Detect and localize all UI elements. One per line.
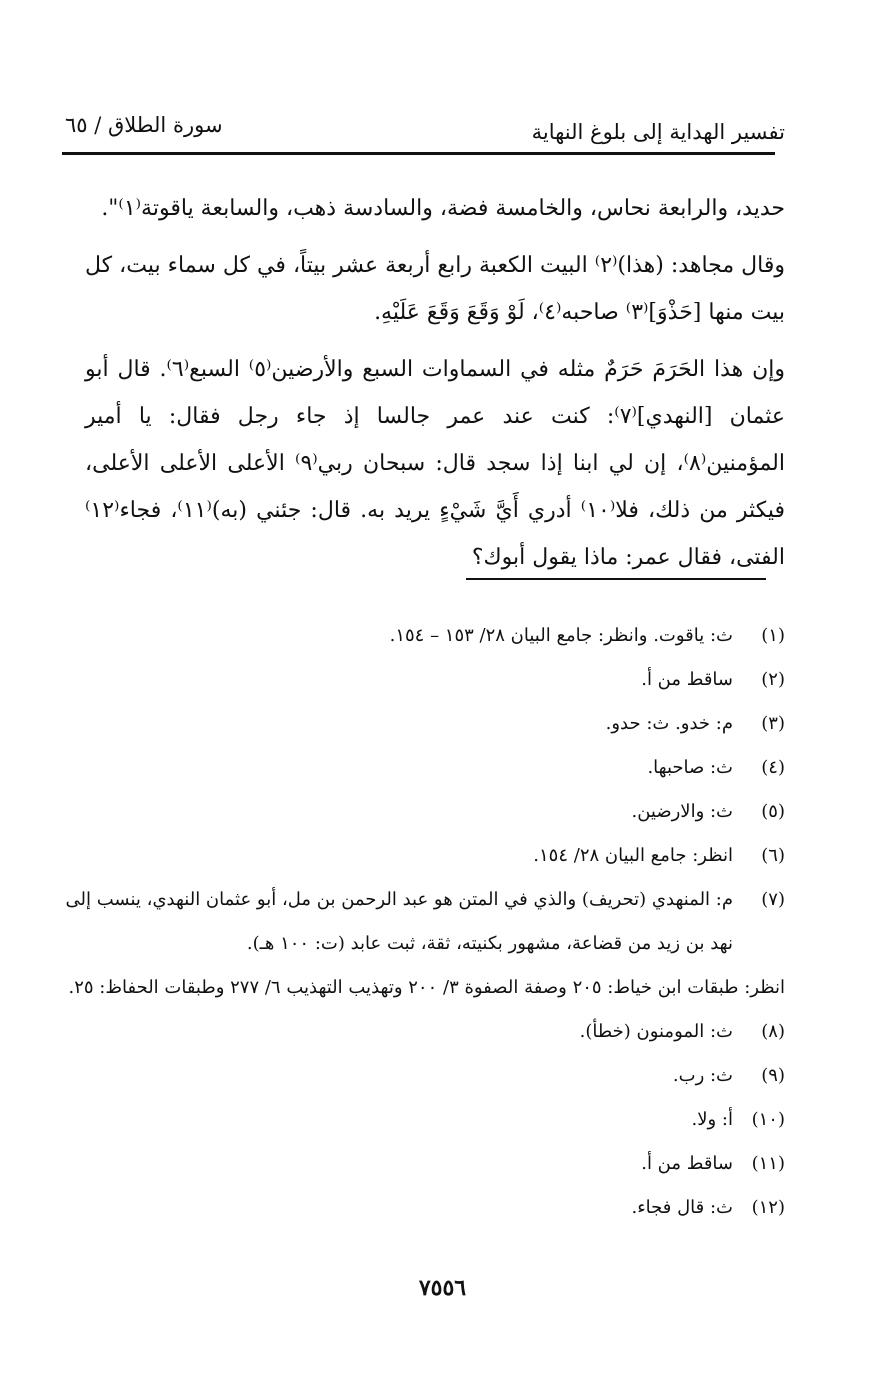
footnote-number: (٣) [761,713,785,734]
running-header-surah: سورة الطلاق / ٦٥ [65,113,223,137]
footnote-number: (٨) [761,1021,785,1042]
footnote-item [65,1010,785,1054]
footnote-text: ث: صاحبها. [647,757,733,778]
footnote-number: (١١) [751,1153,785,1174]
footnote-continuation: انظر: طبقات ابن خياط: ٢٠٥ وصفة الصفوة ٣/ ٢٠٠ وتهذيب التهذيب ٦/ ٢٧٧ وطبقات الحفاظ: ٢٥. [68,977,785,998]
footnote-item [65,790,785,834]
footnote-text: ساقط من أ. [641,669,733,690]
main-text [85,185,785,591]
footnote-item [65,878,785,966]
footnote-number: (٧) [761,889,785,910]
footnotes [65,614,785,1230]
footnote-text: ث: قال فجاء. [631,1197,733,1218]
footnote-text: ث: رب. [672,1065,733,1086]
footnote-item [65,614,785,658]
footnote-item [65,834,785,878]
page-number: ٧٥٥٦ [418,1275,467,1301]
footnote-item [65,746,785,790]
footnote-divider [466,578,766,580]
footnote-text: ث: المومنون (خطأ). [579,1021,733,1042]
footnote-item [65,1186,785,1230]
footnote-number: (١٠) [751,1109,785,1130]
footnote-item [65,1098,785,1142]
footnote-text: ث: ياقوت. وانظر: جامع البيان ٢٨/ ١٥٣ – ١٥٤. [389,625,733,646]
running-header-book-title: تفسير الهداية إلى بلوغ النهاية [531,120,785,144]
footnote-item [65,702,785,746]
footnote-number: (٢) [761,669,785,690]
footnote-item [65,1054,785,1098]
footnote-text: ساقط من أ. [641,1153,733,1174]
paragraph: وإن هذا الحَرَمَ حَرَمٌ مثله في السماوات السبع والأرضين⁽٥⁾ السبع⁽٦⁾. قال أبو عثمان [النهدي]⁽٧⁾: كنت عند عمر جالسا إذ جاء رجل فقال: يا أمير المؤمنين⁽٨⁾، إن لي ابنا إذا سجد قال: سبحان ربي⁽٩⁾ الأعلى الأعلى الأعلى، فيكثر من ذلك، فلا⁽١٠⁾ أدري أَيَّ شَيْءٍ يريد به. قال: جئني (به)⁽١١⁾، فجاء⁽١٢⁾ الفتى، فقال عمر: ماذا يقول أبوك؟ [85,357,785,570]
footnote-number: (١٢) [751,1197,785,1218]
footnote-number: (١) [761,625,785,646]
footnote-text: م: خدو. ث: حدو. [605,713,733,734]
footnote-item [65,1142,785,1186]
footnote-number: (٤) [761,757,785,778]
paragraph: حديد، والرابعة نحاس، والخامسة فضة، والسادسة ذهب، والسابعة ياقوتة⁽١⁾". [101,196,785,221]
footnote-text: أ: ولا. [691,1109,733,1130]
header-divider [62,152,775,155]
footnote-number: (٥) [761,801,785,822]
footnote-number: (٦) [761,845,785,866]
paragraph: وقال مجاهد: (هذا)⁽٢⁾ البيت الكعبة رابع أربعة عشر بيتاً، في كل سماء بيت، كل بيت منها [حَذْوَ]⁽٣⁾ صاحبه⁽٤⁾، لَوْ وَقَعَ وَقَعَ عَلَيْهِ. [85,253,785,325]
footnote-number: (٩) [761,1065,785,1086]
footnote-text: انظر: جامع البيان ٢٨/ ١٥٤. [533,845,733,866]
footnote-text: م: المنهدي (تحريف) والذي في المتن هو عبد الرحمن بن مل، أبو عثمان النهدي، ينسب إلى نهد بن زيد من قضاعة، مشهور بكنيته، ثقة، ثبت عابد (ت: ١٠٠ هـ). [65,889,733,954]
footnote-item [65,658,785,702]
footnote-text: ث: والارضين. [631,801,733,822]
